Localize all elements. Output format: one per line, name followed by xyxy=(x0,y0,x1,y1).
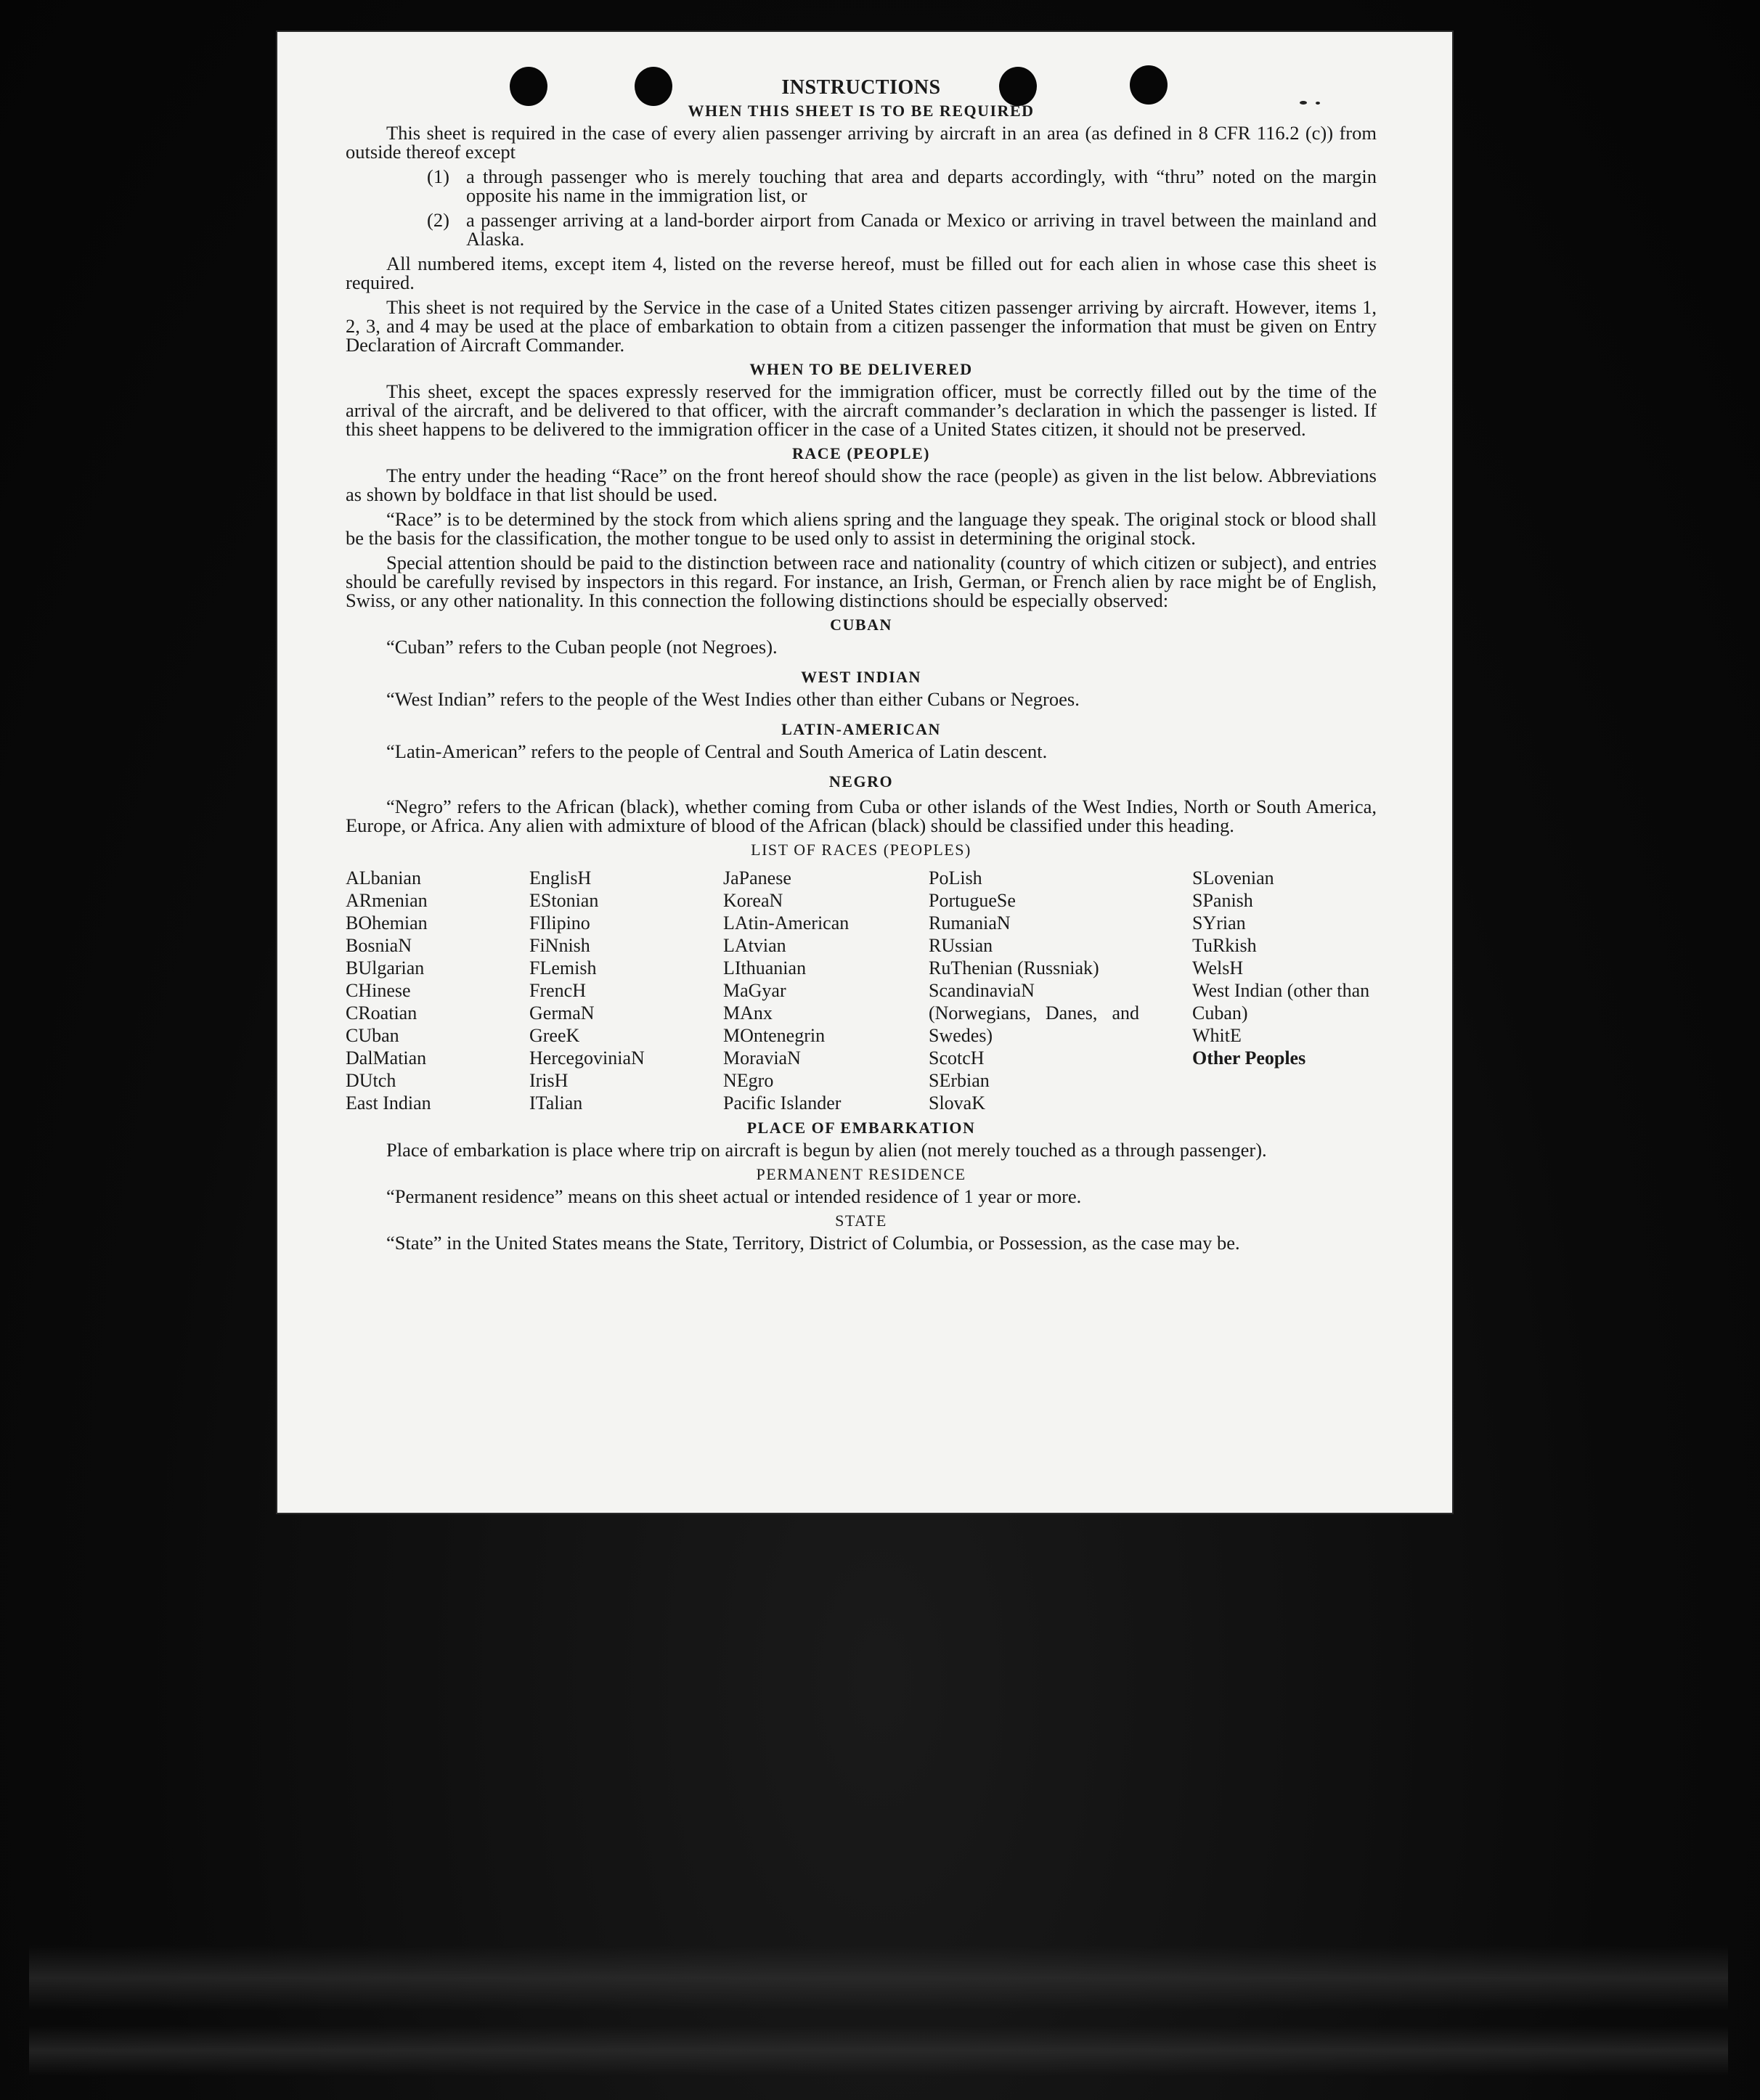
race-entry: SLovenian xyxy=(1192,867,1274,888)
race-entry: West Indian (other than Cuban) xyxy=(1192,980,1370,1024)
paragraph-race-entry: The entry under the heading “Race” on the front hereof should show the race (people) as given in the list below. Abbreviations as shown by boldface in that list should be used. xyxy=(346,465,1377,505)
races-column-5 xyxy=(1192,867,1377,1114)
race-entry: SYrian xyxy=(1192,912,1246,933)
heading-embarkation: PLACE OF EMBARKATION xyxy=(746,1119,976,1137)
paragraph-cuban: “Cuban” refers to the Cuban people (not Negroes). xyxy=(386,636,778,658)
race-entry: MaGyar xyxy=(723,980,786,1001)
page-title: INSTRUCTIONS xyxy=(781,76,941,99)
heading-race: RACE (PEOPLE) xyxy=(792,444,930,462)
race-entry: RuThenian (Russniak) xyxy=(929,957,1099,978)
races-column-3 xyxy=(723,867,929,1114)
race-entry: BOhemian xyxy=(346,912,428,933)
race-entry: EStonian xyxy=(529,890,599,911)
race-entry: MOntenegrin xyxy=(723,1025,826,1046)
item-text: a through passenger who is merely touching that area and departs accordingly, with “thru” noted on the margin opposite his name in the immigration list, or xyxy=(466,166,1377,206)
paragraph-required-intro: This sheet is required in the case of every alien passenger arriving by aircraft in an area (as defined in 8 CFR 116.2 (c)) from outside thereof except xyxy=(346,122,1377,163)
document-page xyxy=(277,32,1452,1513)
race-entry: NEgro xyxy=(723,1070,774,1091)
paragraph-west-indian: “West Indian” refers to the people of the West Indies other than either Cubans or Negroes. xyxy=(386,688,1080,710)
heading-residence: PERMANENT RESIDENCE xyxy=(756,1165,966,1183)
race-entry: DalMatian xyxy=(346,1047,427,1069)
race-entry: CRoatian xyxy=(346,1002,417,1024)
race-entry: LAtin-American xyxy=(723,912,850,933)
race-entry: MAnx xyxy=(723,1002,773,1024)
race-entry: SPanish xyxy=(1192,890,1253,911)
race-entry: CUban xyxy=(346,1025,399,1046)
paragraph-latin-american: “Latin-American” refers to the people of Central and South America of Latin descent. xyxy=(386,740,1048,762)
races-column-2 xyxy=(529,867,723,1114)
paragraph-state: “State” in the United States means the State, Territory, District of Columbia, or Possession, as the case may be. xyxy=(386,1232,1240,1254)
race-entry: Other Peoples xyxy=(1192,1047,1306,1069)
instructions-content xyxy=(346,78,1377,1258)
race-entry: TuRkish xyxy=(1192,935,1257,956)
item-number: (1) xyxy=(427,166,449,187)
race-entry: GreeK xyxy=(529,1025,580,1046)
race-entry: PoLish xyxy=(929,867,982,888)
film-streak xyxy=(29,1945,1728,2011)
heading-when-delivered: WHEN TO BE DELIVERED xyxy=(749,360,973,378)
heading-cuban: CUBAN xyxy=(830,616,892,634)
race-entry: KoreaN xyxy=(723,890,783,911)
race-entry: EnglisH xyxy=(529,867,592,888)
exception-item-2 xyxy=(427,211,1377,248)
race-entry: WelsH xyxy=(1192,957,1244,978)
race-entry: ScandinaviaN (Norwegians, Danes, and Swedes) xyxy=(929,980,1139,1046)
heading-races-list: LIST OF RACES (PEOPLES) xyxy=(751,841,971,859)
races-list xyxy=(346,867,1377,1114)
race-entry: SlovaK xyxy=(929,1092,985,1114)
race-entry: HercegoviniaN xyxy=(529,1047,645,1069)
paragraph-delivery: This sheet, except the spaces expressly reserved for the immigration officer, must be correctly filled out by the time of the arrival of the aircraft, and be delivered to that officer, with the aircraft commander’s declaration in which the passenger is listed. If this sheet happens to be delivered to the immigration officer in the case of a United States citizen, it should not be preserved. xyxy=(346,380,1377,440)
race-entry: BUlgarian xyxy=(346,957,425,978)
race-entry: CHinese xyxy=(346,980,411,1001)
heading-negro: NEGRO xyxy=(828,772,894,790)
paragraph-race-nationality: Special attention should be paid to the distinction between race and nationality (country of which citizen or subject), and entries should be carefully revised by inspectors in this regard. For instance, an Irish, German, or French alien by race might be of English, Swiss, or any other nationality. In this connection the following distinctions should be especially observed: xyxy=(346,552,1377,611)
heading-west-indian: WEST INDIAN xyxy=(801,668,921,686)
race-entry: ITalian xyxy=(529,1092,583,1114)
item-text: a passenger arriving at a land-border airport from Canada or Mexico or arriving in travel between the mainland and Alaska. xyxy=(466,209,1377,250)
heading-latin-american: LATIN-AMERICAN xyxy=(781,720,941,738)
race-entry: WhitE xyxy=(1192,1025,1242,1046)
race-entry: LIthuanian xyxy=(723,957,807,978)
paragraph-embarkation: Place of embarkation is place where trip on aircraft is begun by alien (not merely touched as a through passenger). xyxy=(386,1139,1267,1161)
item-number: (2) xyxy=(427,209,449,231)
race-entry: East Indian xyxy=(346,1092,431,1114)
race-entry: FIlipino xyxy=(529,912,590,933)
race-entry: BosniaN xyxy=(346,935,412,956)
race-entry: GermaN xyxy=(529,1002,595,1024)
paragraph-race-definition: “Race” is to be determined by the stock from which aliens spring and the language they speak. The original stock or blood shall be the basis for the classification, the mother tongue to be used only to assist in determining the original stock. xyxy=(346,508,1377,549)
film-streak xyxy=(29,2025,1728,2076)
race-entry: RUssian xyxy=(929,935,993,956)
race-entry: ScotcH xyxy=(929,1047,985,1069)
race-entry: ALbanian xyxy=(346,867,421,888)
race-entry: ARmenian xyxy=(346,890,428,911)
race-entry: MoraviaN xyxy=(723,1047,801,1069)
race-entry: IrisH xyxy=(529,1070,569,1091)
races-column-4 xyxy=(929,867,1192,1114)
paragraph-numbered-items: All numbered items, except item 4, listed on the reverse hereof, must be filled out for each alien in whose case this sheet is required. xyxy=(346,253,1377,293)
heading-state: STATE xyxy=(835,1212,887,1230)
race-entry: JaPanese xyxy=(723,867,791,888)
race-entry: FrencH xyxy=(529,980,586,1001)
race-entry: FiNnish xyxy=(529,935,590,956)
race-entry: SErbian xyxy=(929,1070,990,1091)
paragraph-citizen: This sheet is not required by the Service in the case of a United States citizen passenger arriving by aircraft. However, items 1, 2, 3, and 4 may be used at the place of embarkation to obtain from a citizen passenger the information that must be given on Entry Declaration of Aircraft Commander. xyxy=(346,296,1377,356)
race-entry: LAtvian xyxy=(723,935,786,956)
exception-item-1 xyxy=(427,167,1377,205)
races-column-1 xyxy=(346,867,529,1114)
paragraph-residence: “Permanent residence” means on this sheet actual or intended residence of 1 year or more. xyxy=(386,1185,1082,1207)
race-entry: DUtch xyxy=(346,1070,396,1091)
race-entry: FLemish xyxy=(529,957,597,978)
race-entry: RumaniaN xyxy=(929,912,1011,933)
heading-when-required: WHEN THIS SHEET IS TO BE REQUIRED xyxy=(688,102,1035,120)
paragraph-negro: “Negro” refers to the African (black), whether coming from Cuba or other islands of the West Indies, North or South America, Europe, or Africa. Any alien with admixture of blood of the African (black) should be classified under this heading. xyxy=(346,796,1377,836)
race-entry: PortugueSe xyxy=(929,890,1016,911)
race-entry: Pacific Islander xyxy=(723,1092,842,1114)
